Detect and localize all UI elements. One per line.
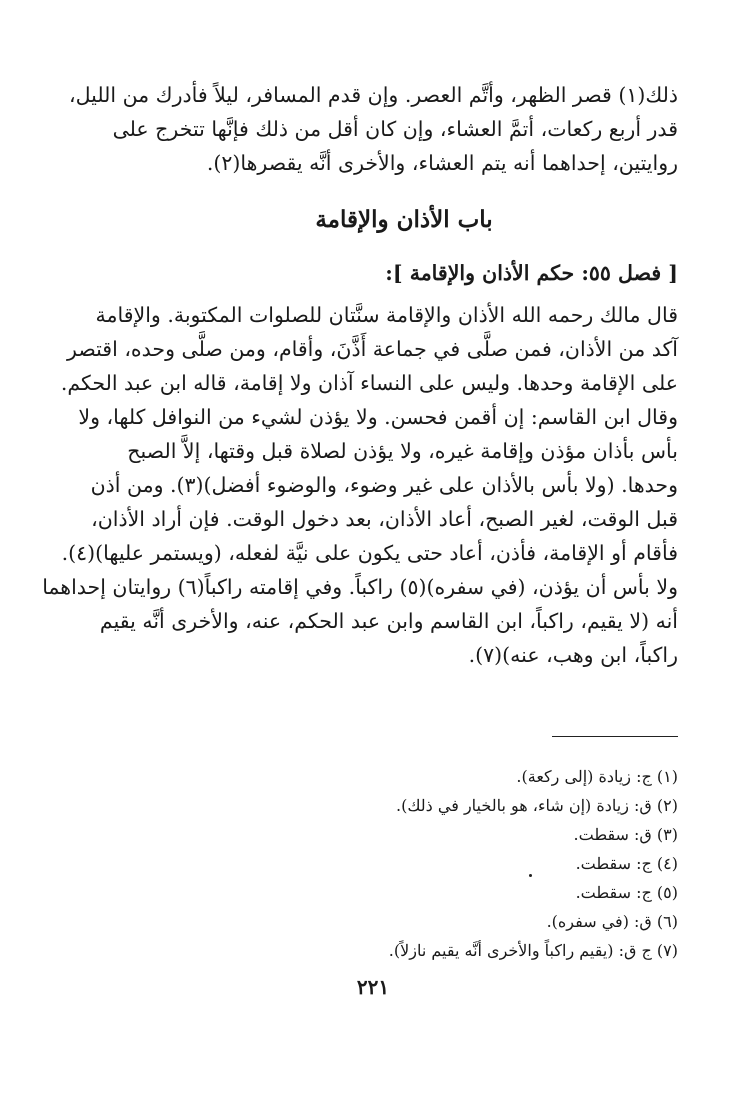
body-line-2: آكد من الأذان، فمن صلَّى في جماعة أَذَّنَ، وأقام، ومن صلَّى وحده، اقتصر xyxy=(67,337,678,361)
footnote-4: (٤) ج: سقطت. xyxy=(575,854,678,873)
footnote-2: (٢) ق: زيادة (إن شاء، هو بالخيار في ذلك). xyxy=(395,796,678,815)
footnote-5: (٥) ج: سقطت. xyxy=(575,883,678,902)
footnote-7: (٧) ج ق: (يقيم راكباً والأخرى أنَّه يقيم نازلاً). xyxy=(388,941,678,960)
body-line-1: قال مالك رحمه الله الأذان والإقامة سنَّتان للصلوات المكتوبة. والإقامة xyxy=(95,303,678,327)
page-content xyxy=(42,78,678,672)
intro-line-2: قدر أربع ركعات، أتمَّ العشاء، وإن كان أقل من ذلك فإنَّها تتخرج على xyxy=(112,117,678,141)
section-title: [ فصل ٥٥: حكم الأذان والإقامة ]: xyxy=(385,261,678,285)
intro-line-1: ذلك(١) قصر الظهر، وأتَّم العصر. وإن قدم المسافر، ليلاً فأدرك من الليل، xyxy=(69,83,678,107)
chapter-title: باب الأذان والإقامة xyxy=(315,206,493,233)
intro-paragraph xyxy=(69,78,678,180)
body-line-5: بأس بأذان مؤذن وإقامة غيره، ولا يؤذن لصلاة قبل وقتها، إلاَّ الصبح xyxy=(127,439,678,463)
body-line-10: أنه (لا يقيم، راكباً، ابن القاسم وابن عبد الحكم، عنه، والأخرى أنَّه يقيم xyxy=(99,609,678,633)
body-line-9: ولا بأس أن يؤذن، (في سفره)(٥) راكباً. وفي إقامته راكباً(٦) روايتان إحداهما xyxy=(42,575,678,599)
body-line-11: راكباً، ابن وهب، عنه)(٧). xyxy=(468,643,678,667)
page-number: ٢٢١ xyxy=(356,975,390,999)
body-line-6: وحدها. (ولا بأس بالأذان على غير وضوء، والوضوء أفضل)(٣). ومن أذن xyxy=(90,473,678,497)
intro-line-3: روايتين، إحداهما أنه يتم العشاء، والأخرى أنَّه يقصرها(٢). xyxy=(206,151,678,175)
footnote-1: (١) ج: زيادة (إلى ركعة). xyxy=(516,767,678,786)
body-paragraph xyxy=(42,298,678,672)
body-line-4: وقال ابن القاسم: إن أقمن فحسن. ولا يؤذن لشيء من النوافل كلها، ولا xyxy=(78,405,678,429)
footnotes xyxy=(118,762,678,965)
body-line-8: فأقام أو الإقامة، فأذن، أعاد حتى يكون على نيَّة لفعله، (ويستمر عليها)(٤). xyxy=(61,541,678,565)
scan-speck xyxy=(529,874,532,877)
footnote-3: (٣) ق: سقطت. xyxy=(573,825,678,844)
footnote-separator xyxy=(552,736,678,737)
body-line-7: قبل الوقت، لغير الصبح، أعاد الأذان، بعد دخول الوقت. فإن أراد الأذان، xyxy=(91,507,678,531)
body-line-3: على الإقامة وحدها. وليس على النساء آذان ولا إقامة، قاله ابن عبد الحكم. xyxy=(60,371,678,395)
footnote-6: (٦) ق: (في سفره). xyxy=(546,912,678,931)
